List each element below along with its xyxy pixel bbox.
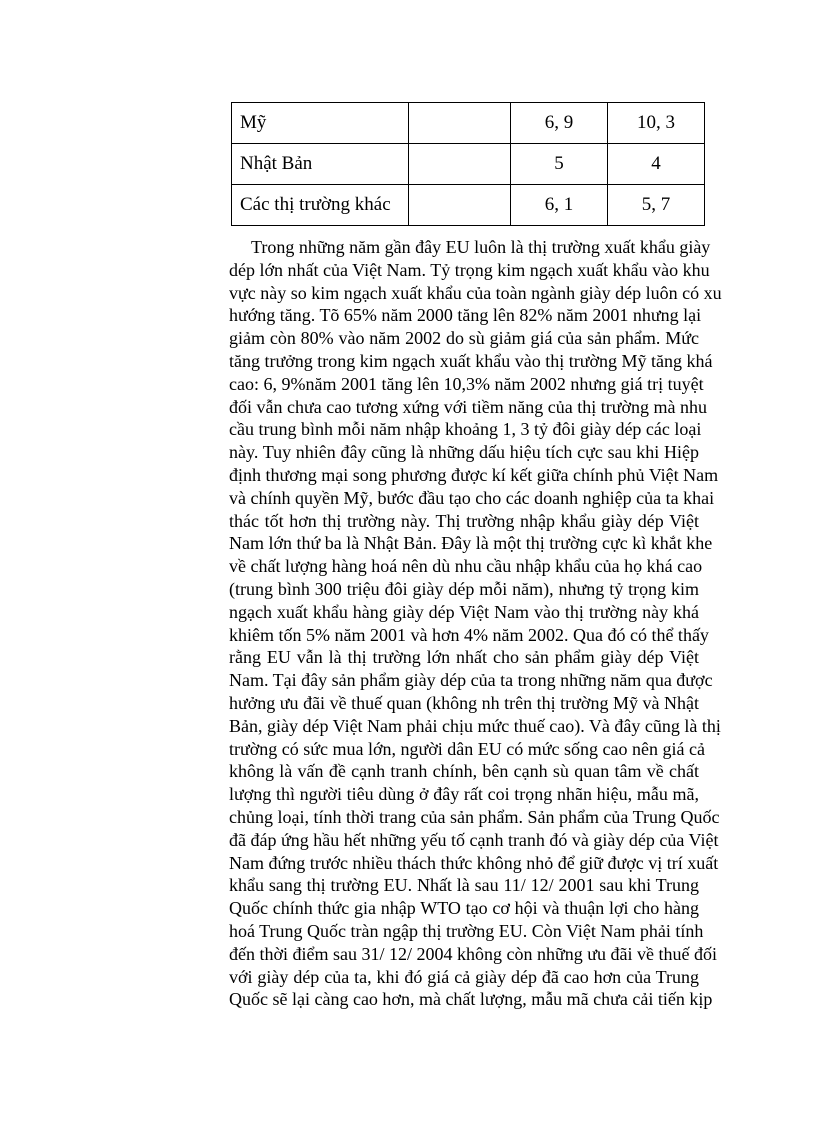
paragraph-line: về chất lượng hàng hoá nên dù nhu cầu nhập khẩu của họ khá cao — [229, 556, 703, 577]
paragraph-line: cao: 6, 9%năm 2001 tăng lên 10,3% năm 2002 nhưng giá trị tuyệt — [229, 373, 704, 394]
paragraph-line: này. Tuy nhiên đây cũng là những dấu hiệu tích cực sau khi Hiệp — [229, 442, 699, 463]
table-cell-value-2002: 5, 7 — [608, 185, 705, 226]
table-cell-empty — [409, 185, 511, 226]
paragraph-line: khiêm tốn 5% năm 2001 và hơn 4% năm 2002. Qua đó có thể thấy — [229, 624, 709, 645]
table-cell-value-2001: 6, 9 — [511, 103, 608, 144]
table-cell-value-2001: 6, 1 — [511, 185, 608, 226]
body-paragraph — [229, 236, 722, 1011]
paragraph-line: hoá Trung Quốc tràn ngập thị trường EU. Còn Việt Nam phải tính — [229, 920, 704, 941]
paragraph-line: định thương mại song phương được kí kết giữa chính phủ Việt Nam — [229, 464, 719, 485]
paragraph-line: ngạch xuất khẩu hàng giày dép Việt Nam vào thị trường này khá — [229, 601, 699, 622]
table-row — [232, 185, 705, 226]
paragraph-line: Trong những năm gần đây EU luôn là thị trường xuất khẩu giày — [251, 237, 711, 257]
paragraph-line: giảm còn 80% vào năm 2002 do sù giảm giá của sản phẩm. Mức — [229, 328, 699, 349]
paragraph-line: Nam lớn thứ ba là Nhật Bản. Đây là một thị trường cực kì khắt khe — [229, 533, 713, 554]
table-row — [232, 103, 705, 144]
paragraph-line: hưởng ưu đãi về thuế quan (không nh trên thị trường Mỹ và Nhật — [229, 692, 699, 713]
table-cell-market: Nhật Bản — [232, 144, 409, 185]
table-cell-empty — [409, 144, 511, 185]
table-cell-market: Mỹ — [232, 103, 409, 144]
table-cell-empty — [409, 103, 511, 144]
paragraph-line: Nam. Tại đây sản phẩm giày dép của ta trong những năm qua được — [229, 670, 713, 691]
paragraph-line: đã đáp ứng hầu hết những yếu tố cạnh tranh đó và giày dép của Việt — [229, 829, 719, 850]
paragraph-line: Quốc sẽ lại càng cao hơn, mà chất lượng, mẫu mã chưa cải tiến kịp — [229, 989, 713, 1010]
paragraph-line: đối vẫn chưa cao tương xứng với tiềm năng của thị trường mà nhu — [229, 396, 707, 417]
table-row — [232, 144, 705, 185]
paragraph-line: với giày dép của ta, khi đó giá cả giày dép đã cao hơn của Trung — [229, 966, 699, 987]
paragraph-line: đến thời điểm sau 31/ 12/ 2004 không còn những ưu đãi về thuế đối — [229, 943, 717, 964]
paragraph-line: hướng tăng. Tõ 65% năm 2000 tăng lên 82% năm 2001 nhưng lại — [229, 305, 702, 326]
paragraph-line: cầu trung bình mỗi năm nhập khoảng 1, 3 tỷ đôi giày dép các loại — [229, 419, 702, 440]
market-share-table — [231, 102, 705, 226]
paragraph-line: tăng trưởng trong kim ngạch xuất khẩu vào thị trường Mỹ tăng khá — [229, 350, 713, 371]
table-cell-value-2001: 5 — [511, 144, 608, 185]
paragraph-line: Nam đứng trước nhiều thách thức không nhỏ để giữ được vị trí xuất — [229, 852, 719, 873]
paragraph-line: chủng loại, tính thời trang của sản phẩm. Sản phẩm của Trung Quốc — [229, 806, 720, 827]
paragraph-line: không là vấn đề cạnh tranh chính, bên cạnh sù quan tâm về chất — [229, 761, 699, 782]
paragraph-line: Quốc chính thức gia nhập WTO tạo cơ hội và thuận lợi cho hàng — [229, 898, 699, 919]
paragraph-line: lượng thì người tiêu dùng ở đây rất coi trọng nhãn hiệu, mẫu mã, — [229, 784, 699, 805]
table-cell-value-2002: 10, 3 — [608, 103, 705, 144]
paragraph-line: vực này so kim ngạch xuất khẩu của toàn ngành giày dép luôn có xu — [229, 282, 722, 303]
paragraph-line: khẩu sang thị trường EU. Nhất là sau 11/ 12/ 2001 sau khi Trung — [229, 875, 699, 896]
paragraph-line: và chính quyền Mỹ, bước đầu tạo cho các doanh nghiệp của ta khai — [229, 487, 715, 508]
paragraph-line: thác tốt hơn thị trường này. Thị trường nhập khẩu giày dép Việt — [229, 510, 699, 531]
paragraph-line: trường có sức mua lớn, người dân EU có mức sống cao nên giá cả — [229, 738, 705, 759]
paragraph-line: Bản, giày dép Việt Nam phải chịu mức thuế cao). Và đây cũng là thị — [229, 715, 721, 736]
table-cell-market: Các thị trường khác — [232, 185, 409, 226]
paragraph-line: rằng EU vẫn là thị trường lớn nhất cho sản phẩm giày dép Việt — [229, 647, 699, 668]
table-cell-value-2002: 4 — [608, 144, 705, 185]
paragraph-line: dép lớn nhất của Việt Nam. Tỷ trọng kim ngạch xuất khẩu vào khu — [229, 259, 710, 280]
paragraph-line: (trung bình 300 triệu đôi giày dép mỗi năm), nhưng tỷ trọng kim — [229, 578, 699, 599]
